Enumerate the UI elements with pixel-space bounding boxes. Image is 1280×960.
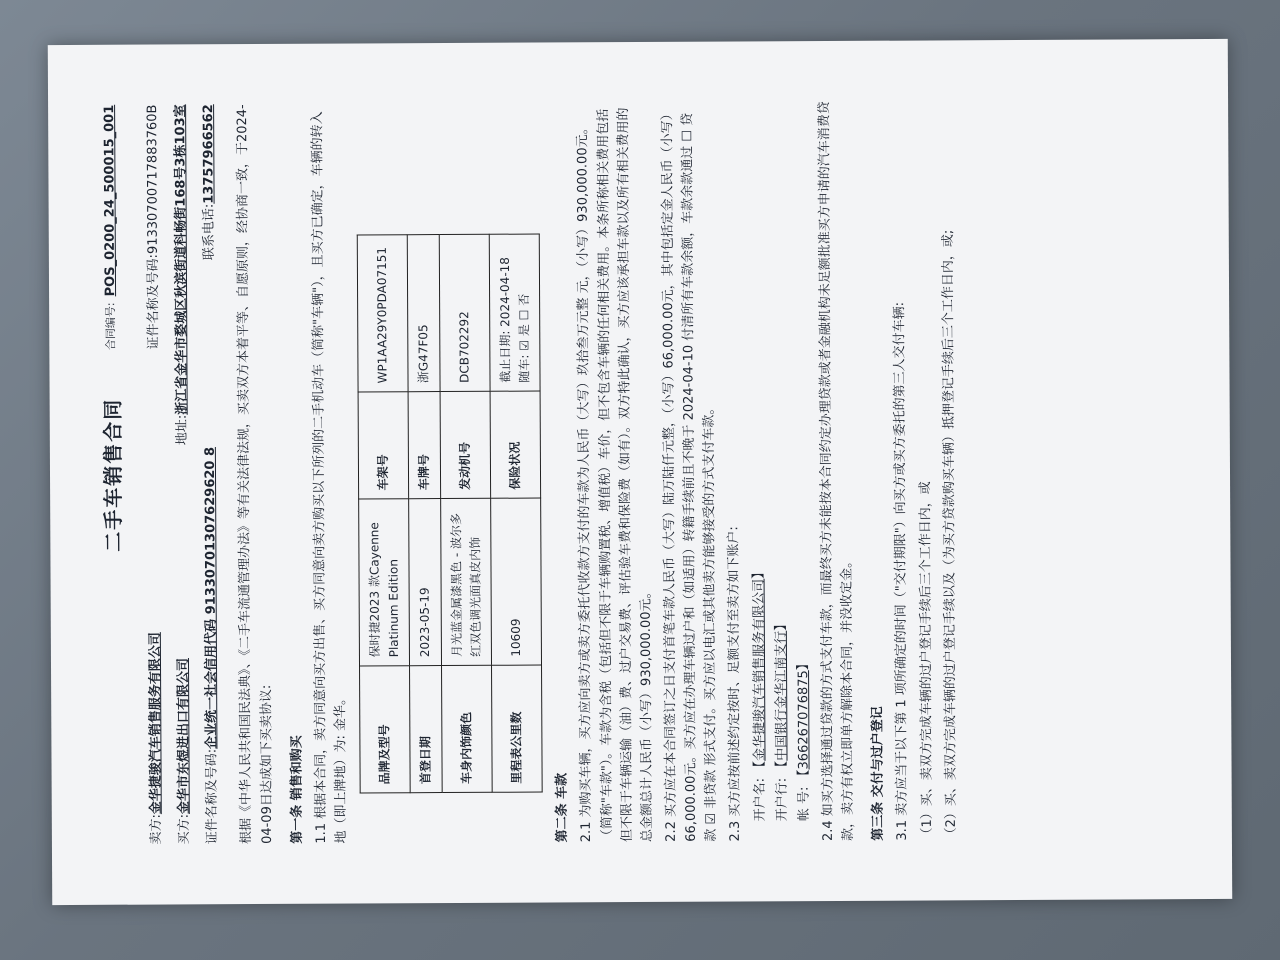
buyer-name: 金华市东煜进出口有限公司 <box>176 657 192 815</box>
table-cell: 车架号 <box>358 392 409 499</box>
table-cell: 2023-05-19 <box>409 499 441 666</box>
table-cell: WP1AA29Y0PDA07151 <box>357 235 408 392</box>
buyer-phone: 13757966562 <box>201 104 217 204</box>
clause-3-1-1: （1）买、卖双方完成车辆的过户登记手续后三个工作日内，或 <box>917 481 935 841</box>
seller-name: 金华捷骏汽车销售服务有限公司 <box>147 632 164 815</box>
bank-name-label: 开户名: <box>752 777 768 822</box>
section-3-heading: 第三条 交付与过户登记 <box>870 706 887 841</box>
buyer-phone-label: 联系电话: <box>201 203 218 261</box>
clause-2-2: 2.2 买方应在本合同签订之日支付首笔车款人民币（大写）陆万陆仟元整，（小写）66,000.00元，其中包括定金人民币（小写）66,000.00元。买方应在办理车辆过户和（如适用）转籍手续前且不晚于 2024-04-10 付清所有车款余额，车款余款通过 ☐ 贷款 ☑ 非贷款 形式支付。买方应以电汇或其他卖方能够接受的方式支付车款。 <box>660 107 720 842</box>
bank-branch-row: 开户行: 【中国银行金华江南支行】 <box>773 617 790 822</box>
table-cell: 车身内饰颜色 <box>441 665 492 792</box>
table-cell: 保险状况 <box>490 391 541 498</box>
table-cell: 截止日期: 2024-04-18 随车: ☑ 是 ☐ 否 <box>489 234 540 391</box>
table-row <box>439 234 492 792</box>
buyer-address-label: 地址: <box>174 414 190 446</box>
contract-number <box>100 105 121 350</box>
clause-2-4: 2.4 如买方选择通过贷款的方式支付车款，而最终买方未能按本合同约定办理贷款或者金融机构未足额批准买方申请的汽车消费贷款，卖方有权立即单方解除本合同，并没收定金。 <box>817 101 857 842</box>
seller-row <box>143 104 167 844</box>
clause-3-1: 3.1 卖方应当于以下第 1 项所确定的时间（"交付期限"）向买方或买方委托的第三人交付车辆: <box>892 301 911 841</box>
table-cell: 月光蓝金属漆黑色 - 波尔多红双色调光面真皮内饰 <box>441 498 492 665</box>
clause-1-1: 1.1 根据本合同，卖方同意向买方出售、买方同意向卖方购买以下所列的二手机动车（简称"车辆"），且买方已确定，车辆的转入地（即上牌地）为: 金华。 <box>309 111 349 844</box>
bank-account-label: 帐 号: <box>796 786 812 822</box>
bank-account-row: 帐 号: 【366267076875】 <box>795 657 812 822</box>
intro-paragraph: 根据《中华人民共和国民法典》、《二手车流通管理办法》等有关法律法规，买卖双方本着平等、自愿原则，经协商一致，于2024-04-09日达成如下买卖协议: <box>235 104 275 845</box>
buyer-id: 企业统一社会信用代码 91330701307629620 8 <box>203 446 220 749</box>
table-cell: 10609 <box>491 498 542 665</box>
paper-sheet <box>48 39 1232 905</box>
bank-branch-label: 开户行: <box>774 777 790 822</box>
section-1-heading: 第一条 销售和购买 <box>289 735 305 844</box>
table-cell: 保时捷2023 款Cayenne Platinum Edition <box>359 499 410 666</box>
buyer-label: 买方: <box>176 813 193 845</box>
seller-id-label: 证件名称及号码: <box>145 254 162 350</box>
table-row <box>357 235 410 793</box>
bank-name: 金华捷骏汽车销售服务有限公司 <box>751 578 768 761</box>
bank-name-row: 开户名: 【金华捷骏汽车销售服务有限公司】 <box>751 565 768 822</box>
document-title: 二手车销售合同 <box>100 397 126 552</box>
buyer-address: 浙江省金华市婺城区秋滨街道科畅街168号3栋103室 <box>173 104 190 415</box>
buyer-id-row <box>199 104 223 844</box>
contract-number-label: 合同编号: <box>104 302 118 351</box>
table-row <box>408 235 443 793</box>
table-cell: 里程表公里数 <box>492 665 543 792</box>
table-cell: 发动机号 <box>440 391 491 498</box>
table-cell: 车牌号 <box>408 392 440 499</box>
table-cell: 浙G47F05 <box>408 235 440 392</box>
seller-id: 91330700717883760B <box>145 104 161 255</box>
clause-2-3: 2.3 买方应按前述约定按时、足额支付至卖方如下账户: <box>726 526 744 842</box>
buyer-row <box>171 104 195 844</box>
table-cell: 品牌及型号 <box>360 666 411 793</box>
contract-document <box>78 59 1202 885</box>
contract-number-value: POS_0200_24_500015_001 <box>102 104 119 297</box>
clause-2-1: 2.1 为购买车辆，买方应向卖方或卖方委托代收款方支付的车款为人民币（大写）玖拾叁万元整 元，（小写）930,000.00元。（简称"车款"）。车款为含税（包括但不限于车辆购置税、增值税）车价，但不包含车辆的任何相关费用。本条所称相关费用包括但不限于车辆运输（油）费、过户交易费、评估验车费和保险费（如有）。双方特此确认，买方应该承担车款以及所有相关费用的总金额总计人民币（小写）930,000.00元。 <box>575 107 655 843</box>
table-cell: DCB702292 <box>439 234 490 391</box>
seller-label: 卖方: <box>148 814 164 845</box>
vehicle-table <box>357 234 543 794</box>
clause-3-1-2: （2）买、卖双方完成车辆的过户登记手续以及（为买方贷款购买车辆）抵押登记手续后三个工作日内，或; <box>940 229 959 841</box>
section-2-heading: 第二条 车款 <box>554 772 571 843</box>
bank-account: 366267076875 <box>795 670 812 770</box>
buyer-id-label: 证件名称及号码: <box>204 748 221 845</box>
bank-branch: 中国银行金华江南支行 <box>773 630 790 761</box>
table-row <box>489 234 542 792</box>
table-cell: 首登日期 <box>410 666 442 793</box>
